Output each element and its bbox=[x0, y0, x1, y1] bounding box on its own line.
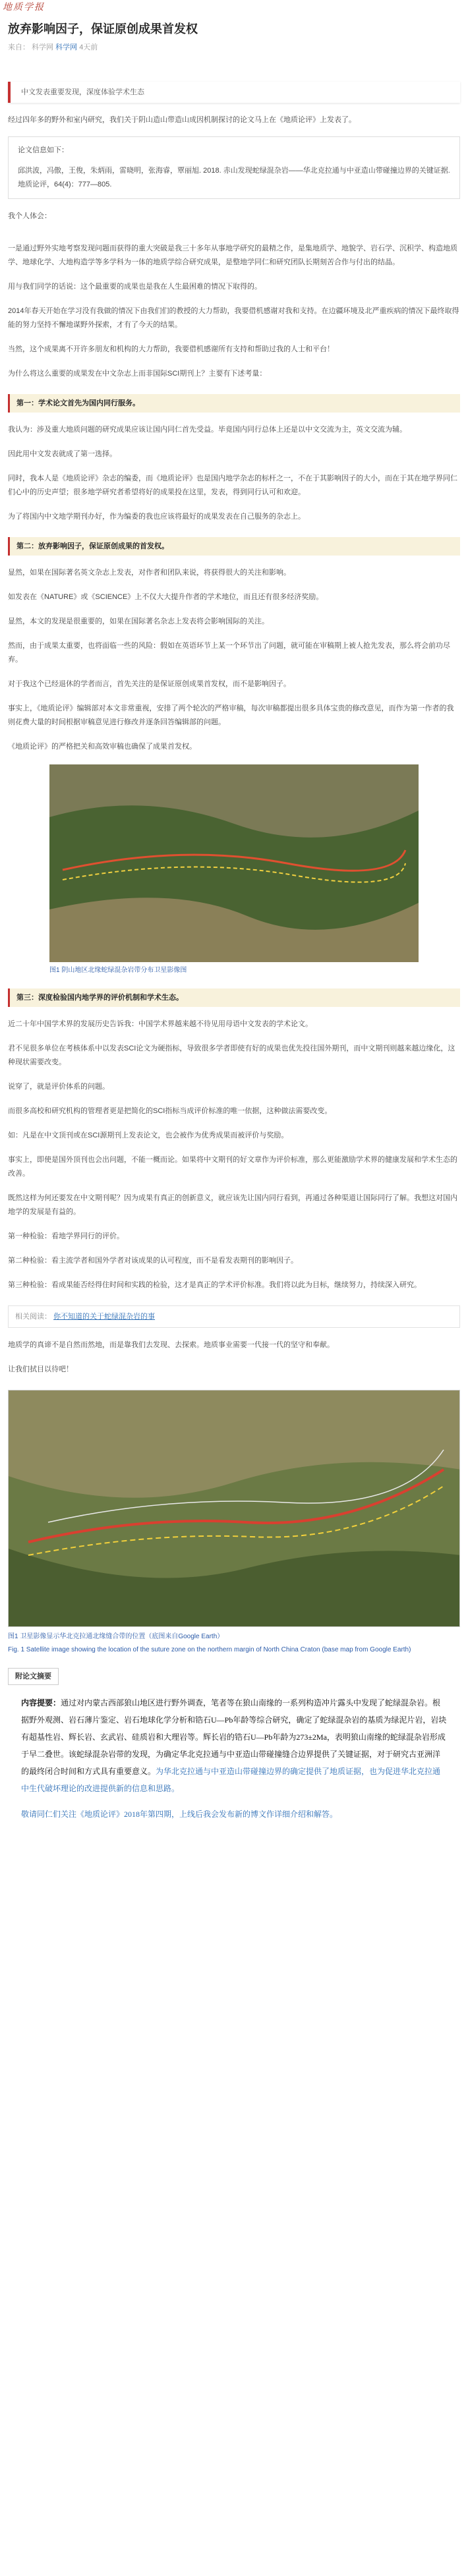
article-title: 放弃影响因子，保证原创成果首发权 bbox=[8, 22, 198, 36]
paragraph: 同时，我本人是《地质论评》杂志的编委，而《地质论评》也是国内地学杂志的标杆之一，不在于其影响因子的大小，而在于其在地学界同仁们心中的历史声望；很多地学研究者希望将好的成果投在这里，发表，得到同行认可和欢迎。 bbox=[8, 474, 457, 496]
paragraph: 第一种检验：看地学界同行的评价。 bbox=[8, 1232, 124, 1240]
citation-box bbox=[8, 136, 460, 199]
paragraph: 显然，如果在国际著名英文杂志上发表，对作者和团队来说，将获得很大的关注和影响。 bbox=[8, 569, 291, 577]
abstract-text: 通过对内蒙古西部狼山地区进行野外调查，笔者等在狼山南缘的一系列构造冲片露头中发现了蛇绿混杂岩。根据野外观测、岩石薄片鉴定、岩石地球化学分析和锆石U—Pb年龄等综合研究，确定了蛇绿混杂岩的基质为绿泥片岩，岩块有超基性岩、辉长岩、玄武岩、硅质岩和大理岩等。辉长岩的锆石U—Pb年龄为273±2Ma，表明狼山南缘的蛇绿混杂岩形成于早二叠世。该蛇绿混杂岩带的发现，为确定华北克拉通与中亚造山带碰撞缝合边界提供了关键证据，对于研究古亚洲洋的最终闭合时间和方式具有重要意义。 bbox=[21, 1698, 447, 1776]
paragraph: 我认为：涉及重大地质问题的研究成果应该让国内同仁首先受益。毕竟国内同行总体上还是以中文交流为主，英文交流为辅。 bbox=[8, 426, 407, 434]
paragraph: 第二种检验：看主流学者和国外学者对该成果的认可程度，而不是看发表期刊的影响因子。 bbox=[8, 1257, 298, 1265]
paragraph: 既然这样为何还要发在中文期刊呢？因为成果有真正的创新意义，就应该先让国内同行看到，再通过各种渠道让国际同行了解。我想这对国内地学的发展是有益的。 bbox=[8, 1194, 457, 1216]
satellite-image bbox=[49, 764, 419, 962]
citation-text: 邱洪波，冯傲，王俊，朱炳雨，雷晓明，张海睿，覃丽旭. 2018. 赤山发现蛇绿混杂岩——华北克拉通与中亚造山带碰撞边界的关键证据. 地质论评，64(4)：777—805. bbox=[18, 167, 450, 188]
section-heading-2: 第二：放弃影响因子，保证原创成果的首发权。 bbox=[8, 537, 460, 556]
paragraph: 近二十年中国学术界的发展历史告诉我：中国学术界越来越不待见用母语中文发表的学术论文。 bbox=[8, 1020, 312, 1028]
paragraph: 然而，由于成果太重要，也将面临一些的风险：假如在英语环节上某一个环节出了问题，就可能在审稿期上被人抢先发表，那么将会前功尽弃。 bbox=[8, 642, 450, 664]
closing-paragraph: 地质学的真谛不是自然而然地，而是靠我们去发现、去探索。地质事业需要一代接一代的坚守和奉献。 bbox=[8, 1341, 334, 1349]
paragraph: 君不见很多单位在考核体系中以发表SCI论文为硬指标，导致很多学者即使有好的成果也优先投往国外期刊，而中文期刊则越来越边缘化，这种现状需要改变。 bbox=[8, 1045, 455, 1066]
footer-note: 敬请同仁们关注《地质论评》2018年第四期，上线后我会发布新的博文作详细介绍和解答。 bbox=[21, 1810, 338, 1819]
paragraph: 说穿了，就是评价体系的问题。 bbox=[8, 1083, 109, 1091]
article-meta bbox=[8, 41, 460, 54]
paragraph: 而很多高校和研究机构的管理者更是把简化的SCI指标当成评价标准的唯一依据，这种做法需要改变。 bbox=[8, 1107, 332, 1115]
paragraph: 显然，本文的发现是很重要的，如果在国际著名杂志上发表将会影响国际的关注。 bbox=[8, 617, 269, 625]
satellite-map-art bbox=[9, 1390, 460, 1627]
paragraph: 《地质论评》的严格把关和高效审稿也确保了成果首发权。 bbox=[8, 743, 196, 751]
greeting: 我个人体会： bbox=[8, 212, 51, 220]
satellite-map bbox=[8, 1390, 460, 1627]
paragraph: 一是通过野外实地考察发现问题而获得的重大突破是我三十多年从事地学研究的最精之作，是集地质学、地貌学、岩石学、沉积学、构造地质学、地球化学、大地构造学等多学科为一体的地质学综合研究成果，是整地学同仁和研究团队长期刻苦合作与付出的结晶。 bbox=[8, 244, 457, 266]
paragraph: 如发表在《NATURE》或《SCIENCE》上不仅大大提升作者的学术地位，而且还有很多经济奖励。 bbox=[8, 593, 324, 601]
paragraph: 用与我们同学的话说：这个最重要的成果也是我在人生最困难的情况下取得的。 bbox=[8, 283, 262, 291]
intro-paragraph: 经过四年多的野外和室内研究，我们关于阴山造山带造山成因机制探讨的论文马上在《地质论评》上发表了。 bbox=[8, 116, 356, 124]
paragraph: 如：凡是在中文顶刊或在SCI源期刊上发表论文，也会被作为优秀成果而被评价与奖励。 bbox=[8, 1131, 289, 1139]
meta-source: 来自： bbox=[8, 43, 30, 51]
attachment-heading: 附论文摘要 bbox=[8, 1668, 59, 1685]
satellite-image-art bbox=[49, 764, 419, 962]
highlight-banner: 中文发表重要发现，深度体验学术生态 bbox=[8, 82, 460, 103]
paragraph: 当然，这个成果离不开许多朋友和机构的大力帮助，我要借机感谢所有支持和帮助过我的人士和平台！ bbox=[8, 345, 334, 353]
figure-1-caption: 图1 阴山地区北缘蛇绿混杂岩带分布卫星影像图 bbox=[49, 967, 187, 974]
figure-2-caption-cn: 图1 卫星影像显示华北克拉通北缘缝合带的位置（底图来自Google Earth） bbox=[8, 1633, 224, 1640]
figure-2-captions bbox=[8, 1632, 460, 1655]
paragraph: 为了将国内中文地学期刊办好，作为编委的我也应该将最好的成果发表在自己服务的杂志上。 bbox=[8, 513, 305, 521]
figure-2-caption: Fig. 1 Satellite image showing the location of the suture zone on the northern margin of North China Craton (base map from Google Earth) bbox=[8, 1646, 411, 1653]
paragraph: 事实上，《地质论评》编辑部对本文非常重视，安排了两个轮次的严格审稿，每次审稿都提出很多具体宝贵的修改意见，而作为第一作者的我则花费大量的时间根据审稿意见进行修改并逐条回答编辑部的问题。 bbox=[8, 704, 454, 726]
paragraph: 为什么将这么重要的成果发在中文杂志上而非国际SCI期刊上？主要有下述考量： bbox=[8, 370, 267, 378]
related-reading bbox=[8, 1305, 460, 1328]
section-heading-3: 第三：深度检验国内地学界的评价机制和学术生态。 bbox=[8, 988, 460, 1007]
abstract-keyword: 内容提要： bbox=[21, 1698, 61, 1707]
top-bar bbox=[0, 0, 468, 20]
related-reading-link[interactable]: 你不知道的关于蛇绿混杂岩的事 bbox=[53, 1313, 156, 1321]
meta-time: 4天前 bbox=[79, 43, 98, 51]
section-heading-1: 第一：学术论文首先为国内同行服务。 bbox=[8, 394, 460, 413]
paragraph: 对于我这个已经退休的学者而言，首先关注的是保证原创成果首发权，而不是影响因子。 bbox=[8, 680, 291, 688]
abstract bbox=[8, 1694, 460, 1797]
figure-1 bbox=[8, 764, 460, 975]
citation-label: 论文信息如下： bbox=[18, 146, 69, 154]
article bbox=[0, 21, 468, 1822]
site-logo: 地质学报 bbox=[3, 3, 45, 13]
abstract-highlight: 为华北克拉通与中亚造山带碰撞边界的确定提供了地质证据，也为促进华北克拉通中生代破坏理论的改进提供新的信息和思路。 bbox=[21, 1767, 441, 1793]
meta-tag-link[interactable]: 科学网 bbox=[55, 43, 78, 51]
related-reading-label: 相关阅读： bbox=[15, 1313, 51, 1321]
paragraph: 事实上，即使是国外顶刊也会出问题，不能一概而论。如果将中文期刊的好文章作为评价标准，那么更能激励学术界的健康发展和学术生态的改善。 bbox=[8, 1156, 457, 1178]
paragraph: 2014年春天开始在学习没有我做的情况下由我们们的教授的大力帮助，我要借机感谢对我和支持。在边疆环境及北严重疾病的情况下最终取得能的努力坚持不懈地谋野外探索，才有了今天的结果。 bbox=[8, 307, 459, 329]
meta-author: 科学网 bbox=[32, 43, 54, 51]
closing-paragraph: 让我们拭目以待吧！ bbox=[8, 1365, 73, 1373]
paragraph: 第三种检验：看成果能否经得住时间和实践的检验，这才是真正的学术评价标准。我们将以此为目标，继续努力，持续深入研究。 bbox=[8, 1281, 421, 1289]
paragraph: 因此用中文发表就成了第一选择。 bbox=[8, 450, 117, 458]
